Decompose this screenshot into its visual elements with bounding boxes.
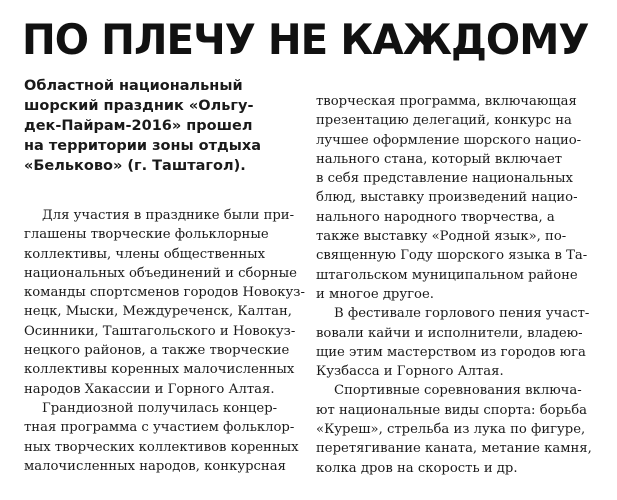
body-line: Грандиозной получилась концер- xyxy=(42,400,278,416)
body-line: нецкого районов, а также творческие xyxy=(24,343,290,359)
body-line: ных творческих коллективов коренных xyxy=(24,439,299,455)
body-column-left xyxy=(24,206,305,476)
body-line: творческая программа, включающая xyxy=(316,94,577,109)
body-line: тная программа с участием фольклор- xyxy=(24,420,295,436)
body-line: «Куреш», стрельба из лука по фигуре, xyxy=(316,422,586,438)
lead-line: дек-Пайрам-2016» прошел xyxy=(24,118,253,134)
body-line: В фестивале горлового пения участ- xyxy=(334,306,590,322)
body-line: коллективы, члены общественных xyxy=(24,246,266,262)
body-line: Кузбасса и Горного Алтая. xyxy=(316,364,504,380)
body-line: команды спортсменов городов Новокуз- xyxy=(24,285,305,301)
body-line: Осинники, Таштагольского и Новокуз- xyxy=(24,323,296,339)
body-line: колка дров на скорость и др. xyxy=(316,460,518,476)
lead-line: «Бельково» (г. Таштагол). xyxy=(24,158,246,174)
body-line: блюд, выставку произведений нацио- xyxy=(316,190,578,206)
body-line: малочисленных народов, конкурсная xyxy=(24,458,286,474)
body-line: презентацию делегаций, конкурс на xyxy=(316,113,572,129)
body-line: коллективы коренных малочисленных xyxy=(24,362,295,378)
body-line: щие этим мастерством из городов юга xyxy=(316,344,586,360)
body-line: священную Году шорского языка в Та- xyxy=(316,248,588,264)
lead-line: на территории зоны отдыха xyxy=(24,138,262,154)
body-line: Для участия в празднике были при- xyxy=(42,208,295,223)
body-column-right xyxy=(316,92,600,478)
body-line: лучшее оформление шорского нацио- xyxy=(316,132,582,148)
body-line: и многое другое. xyxy=(316,286,434,302)
body-line: ют национальные виды спорта: борьба xyxy=(316,402,587,418)
body-line: перетягивание каната, метание камня, xyxy=(316,441,592,457)
body-line: нецк, Мыски, Междуреченск, Калтан, xyxy=(24,304,292,320)
body-line: штагольском муниципальном районе xyxy=(316,267,578,283)
body-line: вовали кайчи и исполнители, владею- xyxy=(316,325,583,341)
article-lead xyxy=(24,76,294,176)
body-line: в себя представление национальных xyxy=(316,171,573,187)
lead-line: Областной национальный xyxy=(24,78,243,94)
article-headline: ПО ПЛЕЧУ НЕ КАЖДОМУ xyxy=(22,15,589,64)
body-line: также выставку «Родной язык», по- xyxy=(316,229,567,245)
lead-line: шорский праздник «Ольгу- xyxy=(24,98,254,114)
body-line: национальных объединений и сборные xyxy=(24,265,297,281)
body-line: нального народного творчества, а xyxy=(316,209,555,225)
body-line: глашены творческие фольклорные xyxy=(24,227,269,243)
body-line: народов Хакассии и Горного Алтая. xyxy=(24,381,275,397)
body-line: Спортивные соревнования включа- xyxy=(334,383,582,399)
body-line: нального стана, который включает xyxy=(316,151,563,167)
